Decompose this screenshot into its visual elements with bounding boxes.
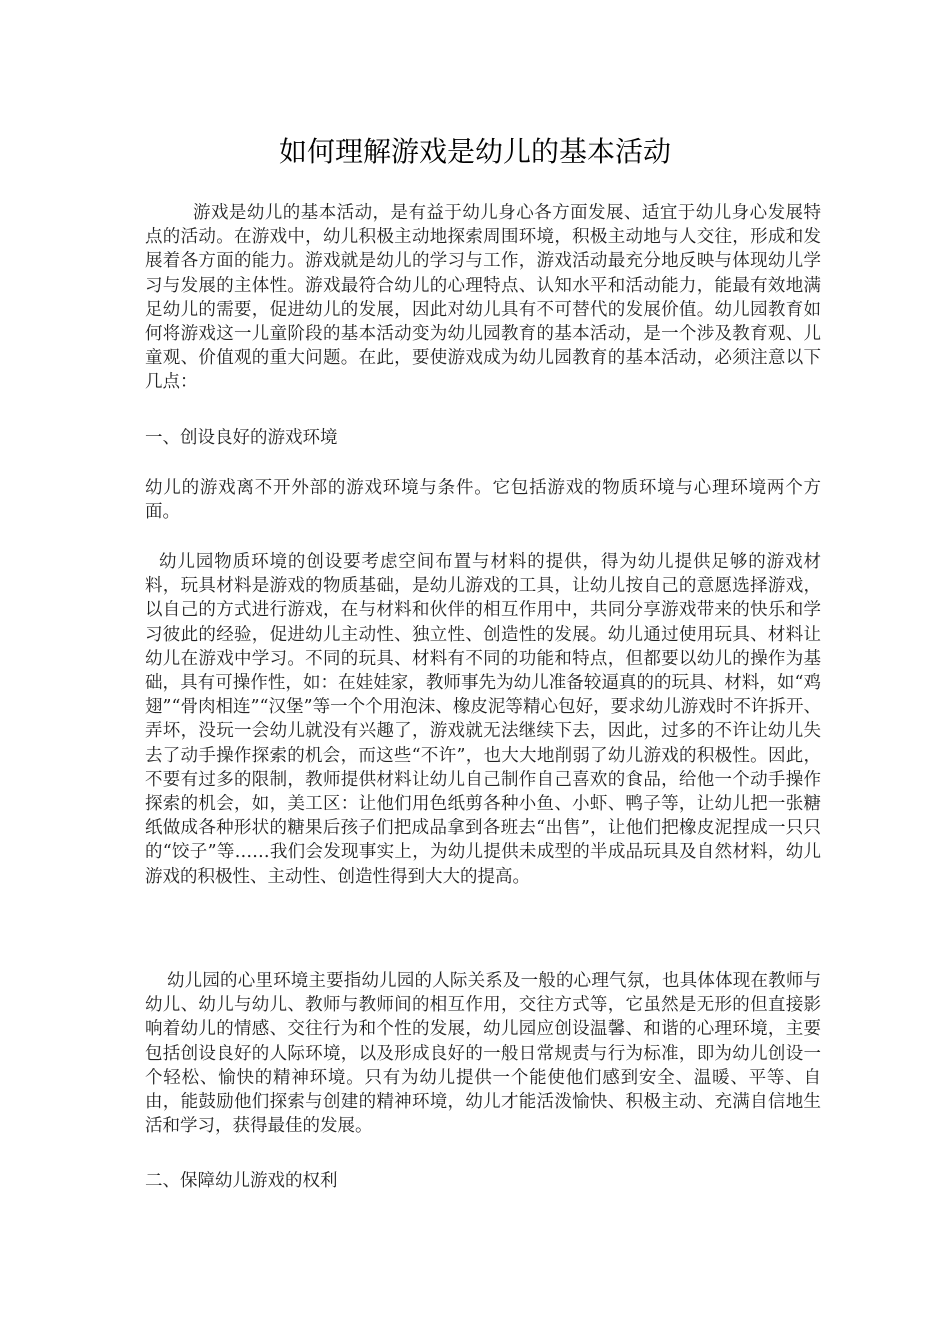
section1-intro-paragraph: 幼儿的游戏离不开外部的游戏环境与条件。它包括游戏的物质环境与心理环境两个方面。 <box>145 478 821 523</box>
intro-paragraph: 游戏是幼儿的基本活动，是有益于幼儿身心各方面发展、适宜于幼儿身心发展特点的活动。在游戏中，幼儿积极主动地探索周围环境，积极主动地与人交往，形成和发展着各方面的能力。游戏就是幼儿的学习与工作，游戏活动最充分地反映与体现幼儿学习与发展的主体性。游戏最符合幼儿的心理特点、认知水平和活动能力，能最有效地满足幼儿的需要，促进幼儿的发展，因此对幼儿具有不可替代的发展价值。幼儿园教育如何将游戏这一儿童阶段的基本活动变为幼儿园教育的基本活动，是一个涉及教育观、儿童观、价值观的重大问题。在此，要使游戏成为幼儿园教育的基本活动，必须注意以下几点： <box>145 203 821 393</box>
section-heading-1: 一、创设良好的游戏环境 <box>145 428 338 448</box>
physical-environment-paragraph: 幼儿园物质环境的创设要考虑空间布置与材料的提供，得为幼儿提供足够的游戏材料，玩具材料是游戏的物质基础，是幼儿游戏的工具，让幼儿按自己的意愿选择游戏，以自己的方式进行游戏，在与材料和伙伴的相互作用中，共同分享游戏带来的快乐和学习彼此的经验，促进幼儿主动性、独立性、创造性的发展。幼儿通过使用玩具、材料让幼儿在游戏中学习。不同的玩具、材料有不同的功能和特点，但都要以幼儿的操作为基础，具有可操作性，如：在娃娃家，教师事先为幼儿准备较逼真的的玩具、材料，如“鸡翅”“骨肉相连”“汉堡”等一个个用泡沫、橡皮泥等精心包好，要求幼儿游戏时不许拆开、弄坏，没玩一会幼儿就没有兴趣了，游戏就无法继续下去，因此，过多的不许让幼儿失去了动手操作探索的机会，而这些“不许”，也大大地削弱了幼儿游戏的积极性。因此，不要有过多的限制，教师提供材料让幼儿自己制作自己喜欢的食品，给他一个动手操作探索的机会，如，美工区：让他们用色纸剪各种小鱼、小虾、鸭子等，让幼儿把一张糖纸做成各种形状的糖果后孩子们把成品拿到各班去“出售”，让他们把橡皮泥捏成一只只的“饺子”等……我们会发现事实上，为幼儿提供未成型的半成品玩具及自然材料，幼儿游戏的积极性、主动性、创造性得到大大的提高。 <box>145 552 821 887</box>
document-title: 如何理解游戏是幼儿的基本活动 <box>278 135 671 168</box>
section-heading-2: 二、保障幼儿游戏的权利 <box>145 1171 338 1191</box>
psychological-environment-paragraph: 幼儿园的心里环境主要指幼儿园的人际关系及一般的心理气氛，也具体体现在教师与幼儿、幼儿与幼儿、教师与教师间的相互作用，交往方式等，它虽然是无形的但直接影响着幼儿的情感、交往行为和个性的发展，幼儿园应创设温馨、和谐的心理环境，主要包括创设良好的人际环境，以及形成良好的一般日常规责与行为标准，即为幼儿创设一个轻松、愉快的精神环境。只有为幼儿提供一个能使他们感到安全、温暖、平等、自由，能鼓励他们探索与创建的精神环境，幼儿才能活泼愉快、积极主动、充满自信地生活和学习，获得最佳的发展。 <box>145 971 821 1137</box>
